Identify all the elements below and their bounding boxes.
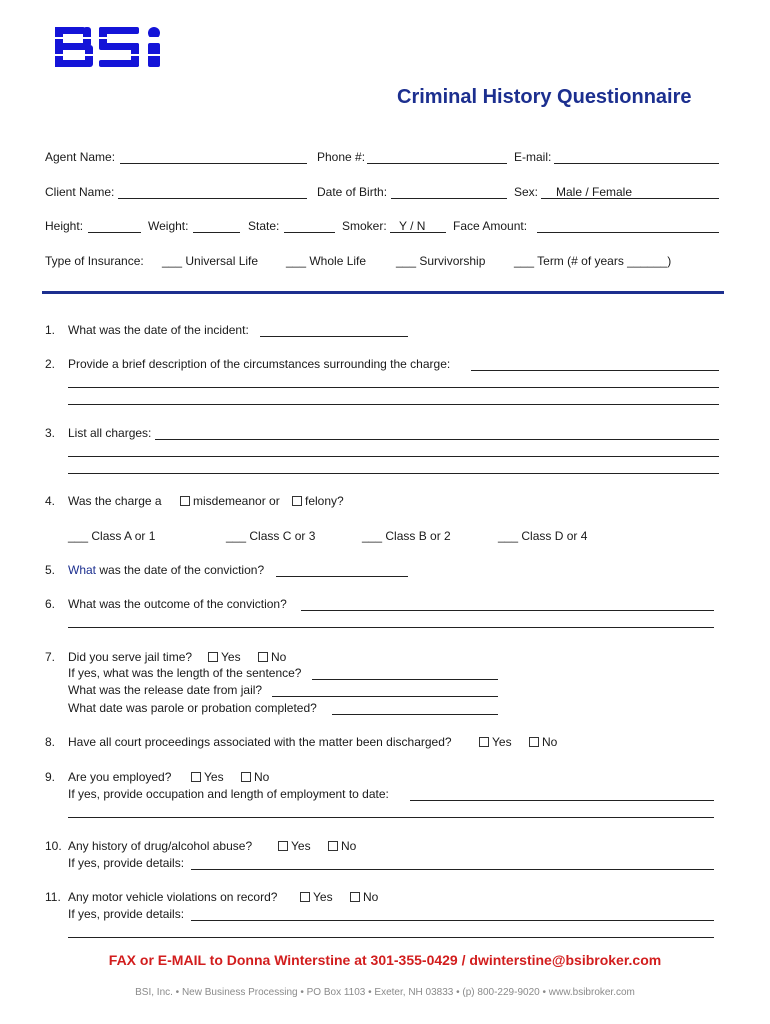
q11-answer-line-1[interactable]: [191, 920, 714, 921]
q2-number: 2.: [45, 357, 56, 371]
q11-text: Any motor vehicle violations on record?: [68, 890, 278, 904]
q3-answer-line-3[interactable]: [68, 473, 719, 474]
checkbox-icon[interactable]: [208, 652, 218, 662]
client-name-field[interactable]: [118, 198, 307, 199]
insurance-survivorship[interactable]: ___ Survivorship: [396, 254, 486, 268]
q4-class-c[interactable]: ___ Class C or 3: [226, 529, 316, 543]
fax-email-instructions: FAX or E-MAIL to Donna Winterstine at 301-355-0429 / dwinterstine@bsibroker.com: [108, 952, 662, 968]
q11-answer-line-2[interactable]: [68, 937, 714, 938]
q7-sub1-text: If yes, what was the length of the sentence?: [68, 666, 302, 680]
q4-class-d[interactable]: ___ Class D or 4: [498, 529, 588, 543]
face-amount-label: Face Amount:: [453, 219, 528, 233]
q9-answer-line-2[interactable]: [68, 817, 714, 818]
q4-misdemeanor-option[interactable]: misdemeanor or: [180, 494, 280, 508]
height-label: Height:: [45, 219, 84, 233]
smoker-options: Y / N: [399, 219, 426, 233]
q3-text: List all charges:: [68, 426, 152, 440]
checkbox-icon[interactable]: [241, 772, 251, 782]
q9-number: 9.: [45, 770, 56, 784]
client-name-label: Client Name:: [45, 185, 115, 199]
q6-answer-line-2[interactable]: [68, 627, 714, 628]
sex-label: Sex:: [514, 185, 539, 199]
insurance-term[interactable]: ___ Term (# of years ______): [514, 254, 672, 268]
q10-number: 10.: [45, 839, 62, 853]
page-title: Criminal History Questionnaire: [397, 86, 692, 108]
dob-label: Date of Birth:: [317, 185, 388, 199]
q2-answer-line-2[interactable]: [68, 387, 719, 388]
agent-name-field[interactable]: [120, 163, 307, 164]
phone-field[interactable]: [367, 163, 507, 164]
q2-text: Provide a brief description of the circumstances surrounding the charge:: [68, 357, 451, 371]
checkbox-icon[interactable]: [479, 737, 489, 747]
q6-text: What was the outcome of the conviction?: [68, 597, 287, 611]
q5-text: What was the date of the conviction?: [68, 563, 265, 577]
q7-release-date-field[interactable]: [272, 696, 498, 697]
weight-field[interactable]: [193, 232, 240, 233]
q3-answer-line-2[interactable]: [68, 456, 719, 457]
state-label: State:: [248, 219, 280, 233]
q10-no-option[interactable]: No: [328, 839, 356, 853]
q9-sub-text: If yes, provide occupation and length of employment to date:: [68, 787, 389, 801]
q1-text: What was the date of the incident:: [68, 323, 249, 337]
q10-yes-option[interactable]: Yes: [278, 839, 311, 853]
sex-options: Male / Female: [556, 185, 633, 199]
q7-parole-date-field[interactable]: [332, 714, 498, 715]
page-footer: BSI, Inc. • New Business Processing • PO Box 1103 • Exeter, NH 03833 • (p) 800-229-9020 • www.bsibroker.com: [135, 987, 635, 998]
q8-number: 8.: [45, 735, 56, 749]
q3-answer-line-1[interactable]: [155, 439, 719, 440]
q7-no-option[interactable]: No: [258, 650, 286, 664]
checkbox-icon[interactable]: [278, 841, 288, 851]
q7-number: 7.: [45, 650, 56, 664]
q7-sub2-text: What was the release date from jail?: [68, 683, 263, 697]
agent-name-label: Agent Name:: [45, 150, 116, 164]
q4-felony-option[interactable]: felony?: [292, 494, 344, 508]
q1-number: 1.: [45, 323, 56, 337]
section-divider: [42, 291, 724, 294]
q4-text: Was the charge a: [68, 494, 162, 508]
q3-number: 3.: [45, 426, 56, 440]
q10-sub-text: If yes, provide details:: [68, 856, 185, 870]
q10-text: Any history of drug/alcohol abuse?: [68, 839, 253, 853]
q4-class-b[interactable]: ___ Class B or 2: [362, 529, 451, 543]
bsi-logo-mark: [55, 25, 165, 71]
q11-no-option[interactable]: No: [350, 890, 378, 904]
checkbox-icon[interactable]: [328, 841, 338, 851]
q8-no-option[interactable]: No: [529, 735, 557, 749]
height-field[interactable]: [88, 232, 141, 233]
q1-answer-field[interactable]: [260, 336, 408, 337]
q7-text: Did you serve jail time?: [68, 650, 193, 664]
checkbox-icon[interactable]: [529, 737, 539, 747]
weight-label: Weight:: [148, 219, 189, 233]
q11-sub-text: If yes, provide details:: [68, 907, 185, 921]
q9-text: Are you employed?: [68, 770, 172, 784]
email-field[interactable]: [554, 163, 719, 164]
insurance-universal-life[interactable]: ___ Universal Life: [162, 254, 259, 268]
q2-answer-line-3[interactable]: [68, 404, 719, 405]
smoker-label: Smoker:: [342, 219, 387, 233]
q7-sentence-length-field[interactable]: [312, 679, 498, 680]
q6-answer-line-1[interactable]: [301, 610, 714, 611]
email-label: E-mail:: [514, 150, 552, 164]
q9-yes-option[interactable]: Yes: [191, 770, 224, 784]
q9-answer-line-1[interactable]: [410, 800, 714, 801]
q11-yes-option[interactable]: Yes: [300, 890, 333, 904]
state-field[interactable]: [284, 232, 335, 233]
checkbox-icon[interactable]: [258, 652, 268, 662]
insurance-whole-life[interactable]: ___ Whole Life: [286, 254, 367, 268]
q7-yes-option[interactable]: Yes: [208, 650, 241, 664]
q5-number: 5.: [45, 563, 56, 577]
q6-number: 6.: [45, 597, 56, 611]
q11-number: 11.: [45, 890, 61, 904]
q9-no-option[interactable]: No: [241, 770, 269, 784]
phone-label: Phone #:: [317, 150, 366, 164]
checkbox-icon[interactable]: [180, 496, 190, 506]
insurance-type-label: Type of Insurance:: [45, 254, 144, 268]
q8-text: Have all court proceedings associated with the matter been discharged?: [68, 735, 452, 749]
checkbox-icon[interactable]: [300, 892, 310, 902]
checkbox-icon[interactable]: [350, 892, 360, 902]
q5-answer-field[interactable]: [276, 576, 408, 577]
q8-yes-option[interactable]: Yes: [479, 735, 512, 749]
checkbox-icon[interactable]: [292, 496, 302, 506]
dob-field[interactable]: [391, 198, 507, 199]
bsi-logo: [55, 25, 165, 74]
q7-sub3-text: What date was parole or probation completed?: [68, 701, 317, 715]
face-amount-field[interactable]: [537, 232, 719, 233]
q4-class-a[interactable]: ___ Class A or 1: [68, 529, 156, 543]
q10-answer-field[interactable]: [191, 869, 714, 870]
checkbox-icon[interactable]: [191, 772, 201, 782]
q4-number: 4.: [45, 494, 56, 508]
q2-answer-line-1[interactable]: [471, 370, 719, 371]
